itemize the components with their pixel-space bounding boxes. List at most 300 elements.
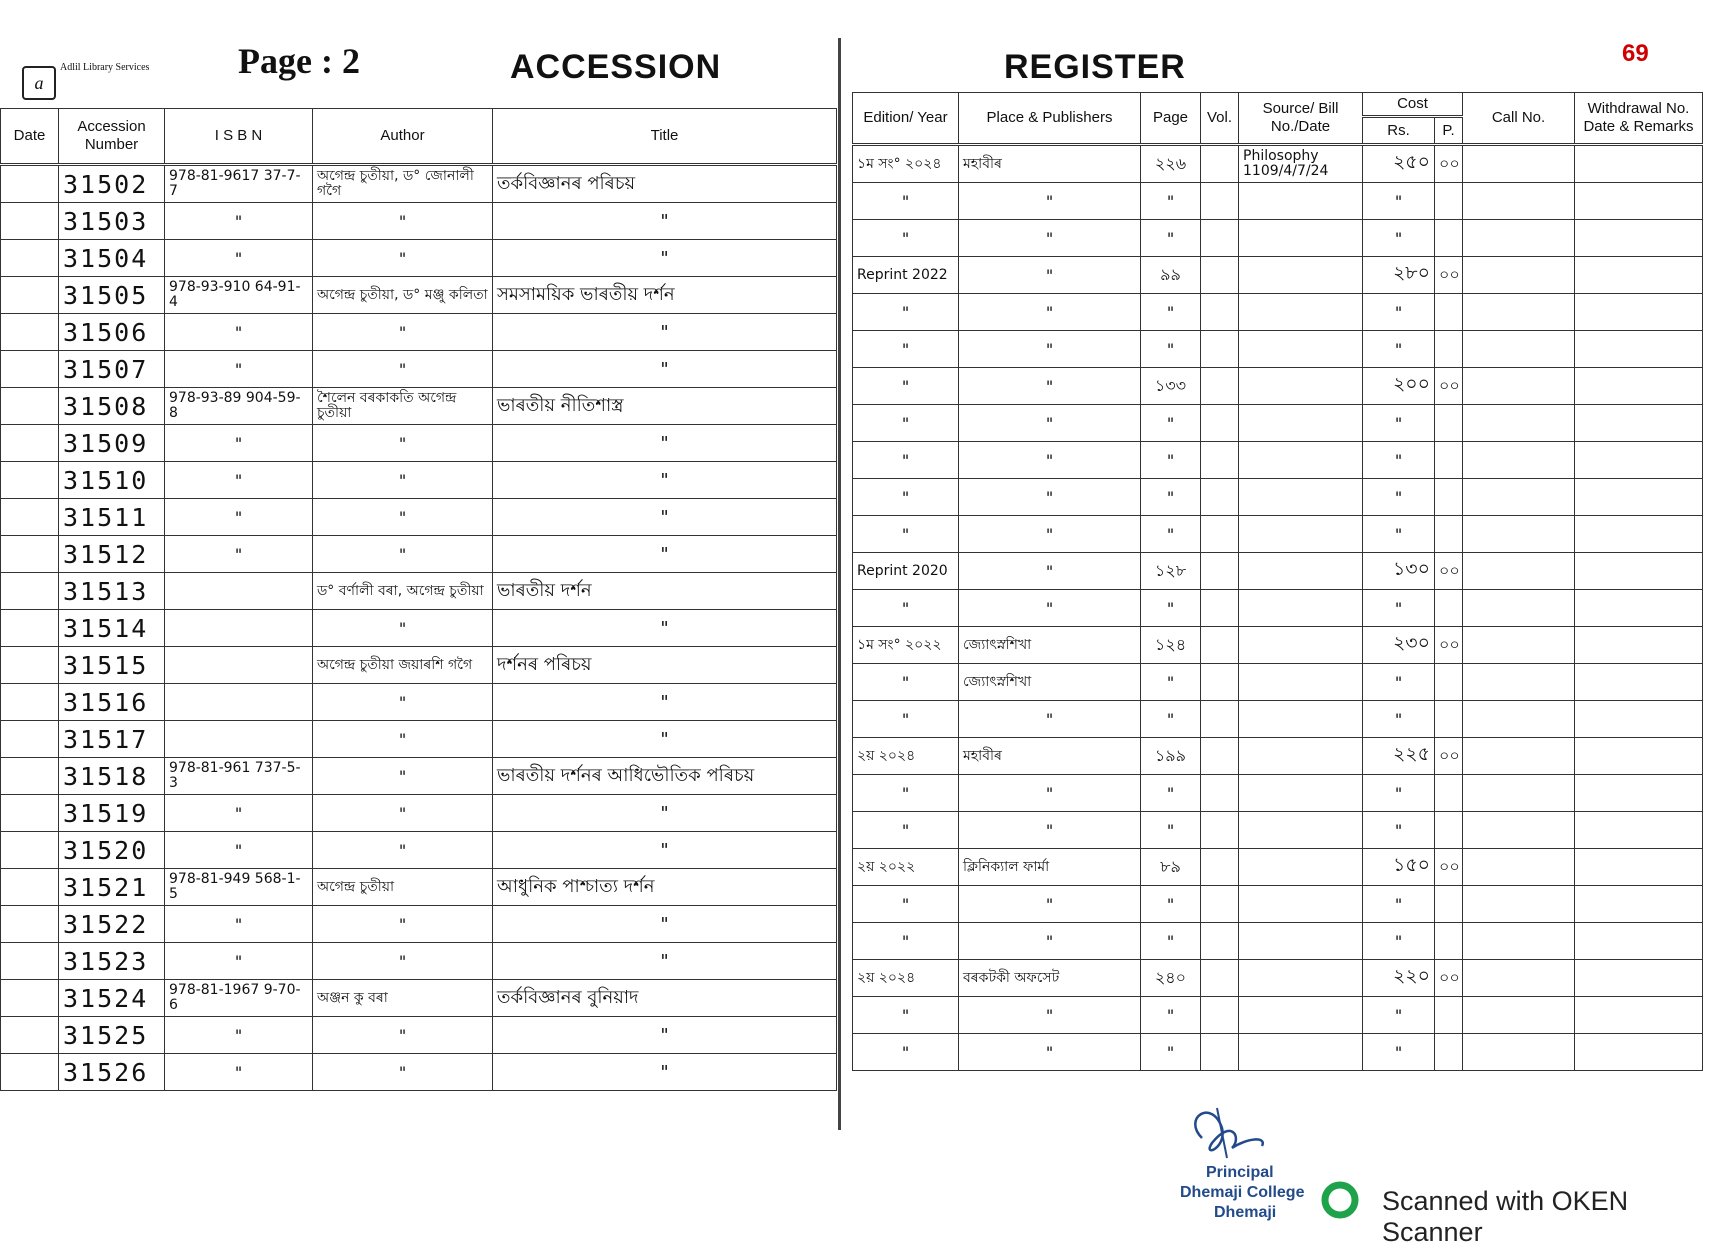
isbn-cell: 978-93-89 904-59-8 — [165, 388, 313, 425]
title-cell: " — [493, 832, 837, 869]
place-publisher-cell: " — [959, 220, 1141, 257]
accession-number-cell: 31511 — [59, 499, 165, 536]
cost-p-cell — [1435, 294, 1463, 331]
title-cell: " — [493, 499, 837, 536]
date-cell — [1, 1017, 59, 1054]
date-cell — [1, 499, 59, 536]
col-call-no: Call No. — [1463, 93, 1575, 145]
date-cell — [1, 425, 59, 462]
page-cell: " — [1141, 220, 1201, 257]
place-publisher-cell: " — [959, 405, 1141, 442]
isbn-cell — [165, 684, 313, 721]
place-publisher-cell: " — [959, 294, 1141, 331]
source-cell — [1239, 997, 1363, 1034]
cost-rs-cell: " — [1363, 590, 1435, 627]
cost-p-cell: ০০ — [1435, 738, 1463, 775]
author-cell: " — [313, 721, 493, 758]
date-cell — [1, 721, 59, 758]
cost-rs-cell: ১৩০ — [1363, 553, 1435, 590]
call-no-cell — [1463, 368, 1575, 405]
cost-p-cell — [1435, 1034, 1463, 1071]
withdrawal-cell — [1575, 220, 1703, 257]
place-publisher-cell: জ্যোৎস্নশিখা — [959, 664, 1141, 701]
edition-cell: " — [853, 331, 959, 368]
col-title: Title — [493, 109, 837, 165]
accession-number-cell: 31512 — [59, 536, 165, 573]
table-row — [853, 1034, 1703, 1071]
isbn-cell — [165, 647, 313, 684]
edition-cell: ১ম সং° ২০২২ — [853, 627, 959, 664]
table-row — [1, 684, 837, 721]
edition-cell: Reprint 2020 — [853, 553, 959, 590]
table-row — [1, 499, 837, 536]
cost-p-cell: ০০ — [1435, 145, 1463, 183]
table-row — [853, 257, 1703, 294]
place-publisher-cell: " — [959, 590, 1141, 627]
place-publisher-cell: " — [959, 553, 1141, 590]
vol-cell — [1201, 442, 1239, 479]
page-cell: ৯৯ — [1141, 257, 1201, 294]
cost-rs-cell: " — [1363, 701, 1435, 738]
date-cell — [1, 869, 59, 906]
edition-cell: " — [853, 479, 959, 516]
table-row — [853, 664, 1703, 701]
table-row — [1, 1017, 837, 1054]
place-publisher-cell: মহাবীৰ — [959, 738, 1141, 775]
author-cell: " — [313, 314, 493, 351]
accession-number-cell: 31510 — [59, 462, 165, 499]
call-no-cell — [1463, 960, 1575, 997]
place-publisher-cell: " — [959, 812, 1141, 849]
call-no-cell — [1463, 442, 1575, 479]
table-row — [1, 314, 837, 351]
table-row — [1, 573, 837, 610]
place-publisher-cell: " — [959, 368, 1141, 405]
vol-cell — [1201, 553, 1239, 590]
withdrawal-cell — [1575, 701, 1703, 738]
accession-number-cell: 31509 — [59, 425, 165, 462]
edition-cell: " — [853, 590, 959, 627]
place-publisher-cell: " — [959, 775, 1141, 812]
col-vol: Vol. — [1201, 93, 1239, 145]
call-no-cell — [1463, 479, 1575, 516]
call-no-cell — [1463, 145, 1575, 183]
cost-rs-cell: " — [1363, 1034, 1435, 1071]
author-cell: " — [313, 1017, 493, 1054]
vol-cell — [1201, 923, 1239, 960]
withdrawal-cell — [1575, 664, 1703, 701]
isbn-cell — [165, 573, 313, 610]
author-cell: " — [313, 203, 493, 240]
withdrawal-cell — [1575, 886, 1703, 923]
call-no-cell — [1463, 516, 1575, 553]
title-accession: ACCESSION — [510, 48, 722, 86]
isbn-cell — [165, 721, 313, 758]
author-cell: " — [313, 758, 493, 795]
vol-cell — [1201, 590, 1239, 627]
cost-rs-cell: ২৫০ — [1363, 145, 1435, 183]
vol-cell — [1201, 738, 1239, 775]
title-cell: " — [493, 351, 837, 388]
accession-number-cell: 31524 — [59, 980, 165, 1017]
cost-rs-cell: " — [1363, 294, 1435, 331]
page-cell: ১২৮ — [1141, 553, 1201, 590]
withdrawal-cell — [1575, 405, 1703, 442]
isbn-cell: " — [165, 462, 313, 499]
vol-cell — [1201, 960, 1239, 997]
page-cell: " — [1141, 331, 1201, 368]
col-place-publishers: Place & Publishers — [959, 93, 1141, 145]
withdrawal-cell — [1575, 627, 1703, 664]
source-cell — [1239, 331, 1363, 368]
title-cell: " — [493, 203, 837, 240]
table-row — [1, 165, 837, 203]
source-cell — [1239, 775, 1363, 812]
author-cell: " — [313, 462, 493, 499]
withdrawal-cell — [1575, 479, 1703, 516]
table-row — [853, 590, 1703, 627]
col-withdrawal: Withdrawal No. Date & Remarks — [1575, 93, 1703, 145]
page-cell: " — [1141, 479, 1201, 516]
vol-cell — [1201, 849, 1239, 886]
accession-table-right — [852, 92, 1703, 1071]
withdrawal-cell — [1575, 145, 1703, 183]
cost-rs-cell: " — [1363, 664, 1435, 701]
edition-cell: " — [853, 220, 959, 257]
date-cell — [1, 758, 59, 795]
page-cell: " — [1141, 886, 1201, 923]
table-row — [853, 849, 1703, 886]
place-publisher-cell: " — [959, 183, 1141, 220]
withdrawal-cell — [1575, 368, 1703, 405]
author-cell: " — [313, 499, 493, 536]
withdrawal-cell — [1575, 812, 1703, 849]
table-row — [1, 536, 837, 573]
table-row — [1, 906, 837, 943]
table-row — [1, 869, 837, 906]
title-cell: সমসাময়িক ভাৰতীয় দৰ্শন — [493, 277, 837, 314]
accession-number-cell: 31508 — [59, 388, 165, 425]
call-no-cell — [1463, 405, 1575, 442]
page-cell: ২৪০ — [1141, 960, 1201, 997]
page-cell: " — [1141, 516, 1201, 553]
isbn-cell: " — [165, 1017, 313, 1054]
source-cell — [1239, 442, 1363, 479]
source-cell — [1239, 923, 1363, 960]
vol-cell — [1201, 183, 1239, 220]
table-row — [853, 923, 1703, 960]
date-cell — [1, 943, 59, 980]
cost-p-cell — [1435, 442, 1463, 479]
page-number-label: Page : 2 — [238, 41, 360, 81]
cost-p-cell: ০০ — [1435, 627, 1463, 664]
title-cell: " — [493, 1054, 837, 1091]
title-cell: " — [493, 906, 837, 943]
title-cell: " — [493, 795, 837, 832]
date-cell — [1, 277, 59, 314]
date-cell — [1, 1054, 59, 1091]
col-cost: Cost — [1363, 93, 1463, 117]
table-row — [853, 516, 1703, 553]
page-cell: " — [1141, 405, 1201, 442]
col-source-bill: Source/ Bill No./Date — [1239, 93, 1363, 145]
withdrawal-cell — [1575, 1034, 1703, 1071]
cost-rs-cell: " — [1363, 183, 1435, 220]
source-cell — [1239, 886, 1363, 923]
page-cell: " — [1141, 442, 1201, 479]
isbn-cell: 978-81-1967 9-70-6 — [165, 980, 313, 1017]
cost-p-cell — [1435, 923, 1463, 960]
vol-cell — [1201, 331, 1239, 368]
table-row — [1, 203, 837, 240]
cost-rs-cell: ২৮০ — [1363, 257, 1435, 294]
accession-number-cell: 31525 — [59, 1017, 165, 1054]
date-cell — [1, 795, 59, 832]
call-no-cell — [1463, 294, 1575, 331]
vol-cell — [1201, 627, 1239, 664]
source-cell — [1239, 738, 1363, 775]
title-cell: তৰ্কবিজ্ঞানৰ বুনিয়াদ — [493, 980, 837, 1017]
author-cell: " — [313, 943, 493, 980]
date-cell — [1, 314, 59, 351]
edition-cell: ১ম সং° ২০২৪ — [853, 145, 959, 183]
withdrawal-cell — [1575, 849, 1703, 886]
table-row — [853, 886, 1703, 923]
cost-p-cell — [1435, 701, 1463, 738]
call-no-cell — [1463, 923, 1575, 960]
vol-cell — [1201, 479, 1239, 516]
table-row — [853, 183, 1703, 220]
place-publisher-cell: ক্লিনিক্যাল ফাৰ্মা — [959, 849, 1141, 886]
logo-text: Adlil Library Services — [60, 62, 150, 73]
cost-rs-cell: ২২০ — [1363, 960, 1435, 997]
isbn-cell: 978-81-961 737-5-3 — [165, 758, 313, 795]
page-cell: " — [1141, 923, 1201, 960]
cost-rs-cell: " — [1363, 220, 1435, 257]
accession-number-cell: 31513 — [59, 573, 165, 610]
cost-p-cell — [1435, 664, 1463, 701]
cost-rs-cell: ২০০ — [1363, 368, 1435, 405]
cost-p-cell: ০০ — [1435, 368, 1463, 405]
col-edition-year: Edition/ Year — [853, 93, 959, 145]
edition-cell: Reprint 2022 — [853, 257, 959, 294]
date-cell — [1, 462, 59, 499]
isbn-cell: " — [165, 425, 313, 462]
source-cell — [1239, 368, 1363, 405]
accession-number-cell: 31521 — [59, 869, 165, 906]
vol-cell — [1201, 664, 1239, 701]
title-cell: তৰ্কবিজ্ঞানৰ পৰিচয় — [493, 165, 837, 203]
table-row — [853, 331, 1703, 368]
table-row — [853, 738, 1703, 775]
author-cell: অগেন্দ্ৰ চুতীয়া, ড° মঞ্জু কলিতা — [313, 277, 493, 314]
title-cell: " — [493, 314, 837, 351]
withdrawal-cell — [1575, 183, 1703, 220]
table-row — [1, 795, 837, 832]
date-cell — [1, 832, 59, 869]
table-row — [1, 943, 837, 980]
col-isbn: I S B N — [165, 109, 313, 165]
place-publisher-cell: " — [959, 331, 1141, 368]
cost-p-cell — [1435, 405, 1463, 442]
cost-p-cell — [1435, 516, 1463, 553]
isbn-cell: " — [165, 1054, 313, 1091]
accession-number-cell: 31503 — [59, 203, 165, 240]
withdrawal-cell — [1575, 590, 1703, 627]
place-publisher-cell: " — [959, 516, 1141, 553]
title-cell: ভাৰতীয় নীতিশাস্ত্ৰ — [493, 388, 837, 425]
table-row — [1, 758, 837, 795]
seal-place: Dhemaji — [1214, 1204, 1277, 1221]
page-cell: ১৩৩ — [1141, 368, 1201, 405]
source-cell — [1239, 479, 1363, 516]
table-row — [1, 832, 837, 869]
page-cell: " — [1141, 183, 1201, 220]
table-row — [853, 627, 1703, 664]
page-cell: " — [1141, 1034, 1201, 1071]
call-no-cell — [1463, 1034, 1575, 1071]
call-no-cell — [1463, 627, 1575, 664]
title-cell: দৰ্শনৰ পৰিচয় — [493, 647, 837, 684]
place-publisher-cell: " — [959, 1034, 1141, 1071]
source-cell — [1239, 405, 1363, 442]
edition-cell: ২য় ২০২২ — [853, 849, 959, 886]
source-cell — [1239, 257, 1363, 294]
source-cell — [1239, 812, 1363, 849]
author-cell: অগেন্দ্ৰ চুতীয়া, ড° জোনালী গগৈ — [313, 165, 493, 203]
edition-cell: " — [853, 516, 959, 553]
page-cell: ৮৯ — [1141, 849, 1201, 886]
date-cell — [1, 906, 59, 943]
vol-cell — [1201, 701, 1239, 738]
date-cell — [1, 240, 59, 277]
page-cell: ১৯৯ — [1141, 738, 1201, 775]
table-row — [853, 368, 1703, 405]
isbn-cell — [165, 610, 313, 647]
call-no-cell — [1463, 997, 1575, 1034]
call-no-cell — [1463, 220, 1575, 257]
author-cell: ড° বৰ্ণালী বৰা, অগেন্দ্ৰ চুতীয়া — [313, 573, 493, 610]
isbn-cell: 978-93-910 64-91-4 — [165, 277, 313, 314]
serial-number: 69 — [1622, 40, 1649, 67]
isbn-cell: 978-81-949 568-1-5 — [165, 869, 313, 906]
source-cell — [1239, 294, 1363, 331]
table-row — [853, 145, 1703, 183]
accession-number-cell: 31514 — [59, 610, 165, 647]
title-cell: " — [493, 240, 837, 277]
place-publisher-cell: " — [959, 479, 1141, 516]
table-row — [1, 240, 837, 277]
accession-number-cell: 31502 — [59, 165, 165, 203]
place-publisher-cell: " — [959, 886, 1141, 923]
table-row — [853, 775, 1703, 812]
cost-rs-cell: " — [1363, 812, 1435, 849]
isbn-cell: " — [165, 536, 313, 573]
cost-rs-cell: ২৩০ — [1363, 627, 1435, 664]
edition-cell: " — [853, 923, 959, 960]
cost-rs-cell: " — [1363, 331, 1435, 368]
accession-number-cell: 31505 — [59, 277, 165, 314]
cost-rs-cell: " — [1363, 479, 1435, 516]
page-cell: ২২৬ — [1141, 145, 1201, 183]
accession-number-cell: 31504 — [59, 240, 165, 277]
table-row — [853, 294, 1703, 331]
col-cost-p: P. — [1435, 117, 1463, 145]
author-cell: অঞ্জন কু বৰা — [313, 980, 493, 1017]
call-no-cell — [1463, 590, 1575, 627]
source-cell — [1239, 960, 1363, 997]
accession-number-cell: 31520 — [59, 832, 165, 869]
edition-cell: " — [853, 183, 959, 220]
withdrawal-cell — [1575, 257, 1703, 294]
col-author: Author — [313, 109, 493, 165]
accession-number-cell: 31522 — [59, 906, 165, 943]
edition-cell: " — [853, 368, 959, 405]
page-cell: " — [1141, 701, 1201, 738]
withdrawal-cell — [1575, 923, 1703, 960]
source-cell — [1239, 701, 1363, 738]
cost-p-cell — [1435, 775, 1463, 812]
withdrawal-cell — [1575, 331, 1703, 368]
accession-number-cell: 31515 — [59, 647, 165, 684]
accession-number-cell: 31523 — [59, 943, 165, 980]
table-row — [1, 425, 837, 462]
withdrawal-cell — [1575, 442, 1703, 479]
accession-table-left — [0, 108, 837, 1091]
author-cell: " — [313, 240, 493, 277]
date-cell — [1, 573, 59, 610]
source-cell — [1239, 849, 1363, 886]
author-cell: " — [313, 832, 493, 869]
table-row — [1, 462, 837, 499]
date-cell — [1, 980, 59, 1017]
isbn-cell: " — [165, 240, 313, 277]
call-no-cell — [1463, 553, 1575, 590]
title-register: REGISTER — [1004, 48, 1186, 86]
isbn-cell: " — [165, 499, 313, 536]
cost-p-cell — [1435, 997, 1463, 1034]
edition-cell: " — [853, 812, 959, 849]
table-row — [853, 220, 1703, 257]
title-cell: " — [493, 610, 837, 647]
oken-scanner-logo-icon — [1320, 1180, 1360, 1220]
source-cell: Philosophy 1109/4/7/24 — [1239, 145, 1363, 183]
cost-rs-cell: " — [1363, 405, 1435, 442]
page-cell: " — [1141, 590, 1201, 627]
accession-number-cell: 31519 — [59, 795, 165, 832]
cost-rs-cell: " — [1363, 923, 1435, 960]
left-table-body — [1, 165, 837, 1091]
edition-cell: " — [853, 997, 959, 1034]
source-cell — [1239, 516, 1363, 553]
title-cell: ভাৰতীয় দৰ্শন — [493, 573, 837, 610]
call-no-cell — [1463, 257, 1575, 294]
isbn-cell: 978-81-9617 37-7-7 — [165, 165, 313, 203]
source-cell — [1239, 590, 1363, 627]
scanner-watermark-text: Scanned with OKEN Scanner — [1382, 1186, 1629, 1247]
place-publisher-cell: জ্যোৎস্নশিখা — [959, 627, 1141, 664]
call-no-cell — [1463, 183, 1575, 220]
vol-cell — [1201, 516, 1239, 553]
cost-p-cell — [1435, 886, 1463, 923]
withdrawal-cell — [1575, 516, 1703, 553]
edition-cell: ২য় ২০২৪ — [853, 738, 959, 775]
vol-cell — [1201, 294, 1239, 331]
date-cell — [1, 203, 59, 240]
withdrawal-cell — [1575, 738, 1703, 775]
vol-cell — [1201, 812, 1239, 849]
call-no-cell — [1463, 331, 1575, 368]
